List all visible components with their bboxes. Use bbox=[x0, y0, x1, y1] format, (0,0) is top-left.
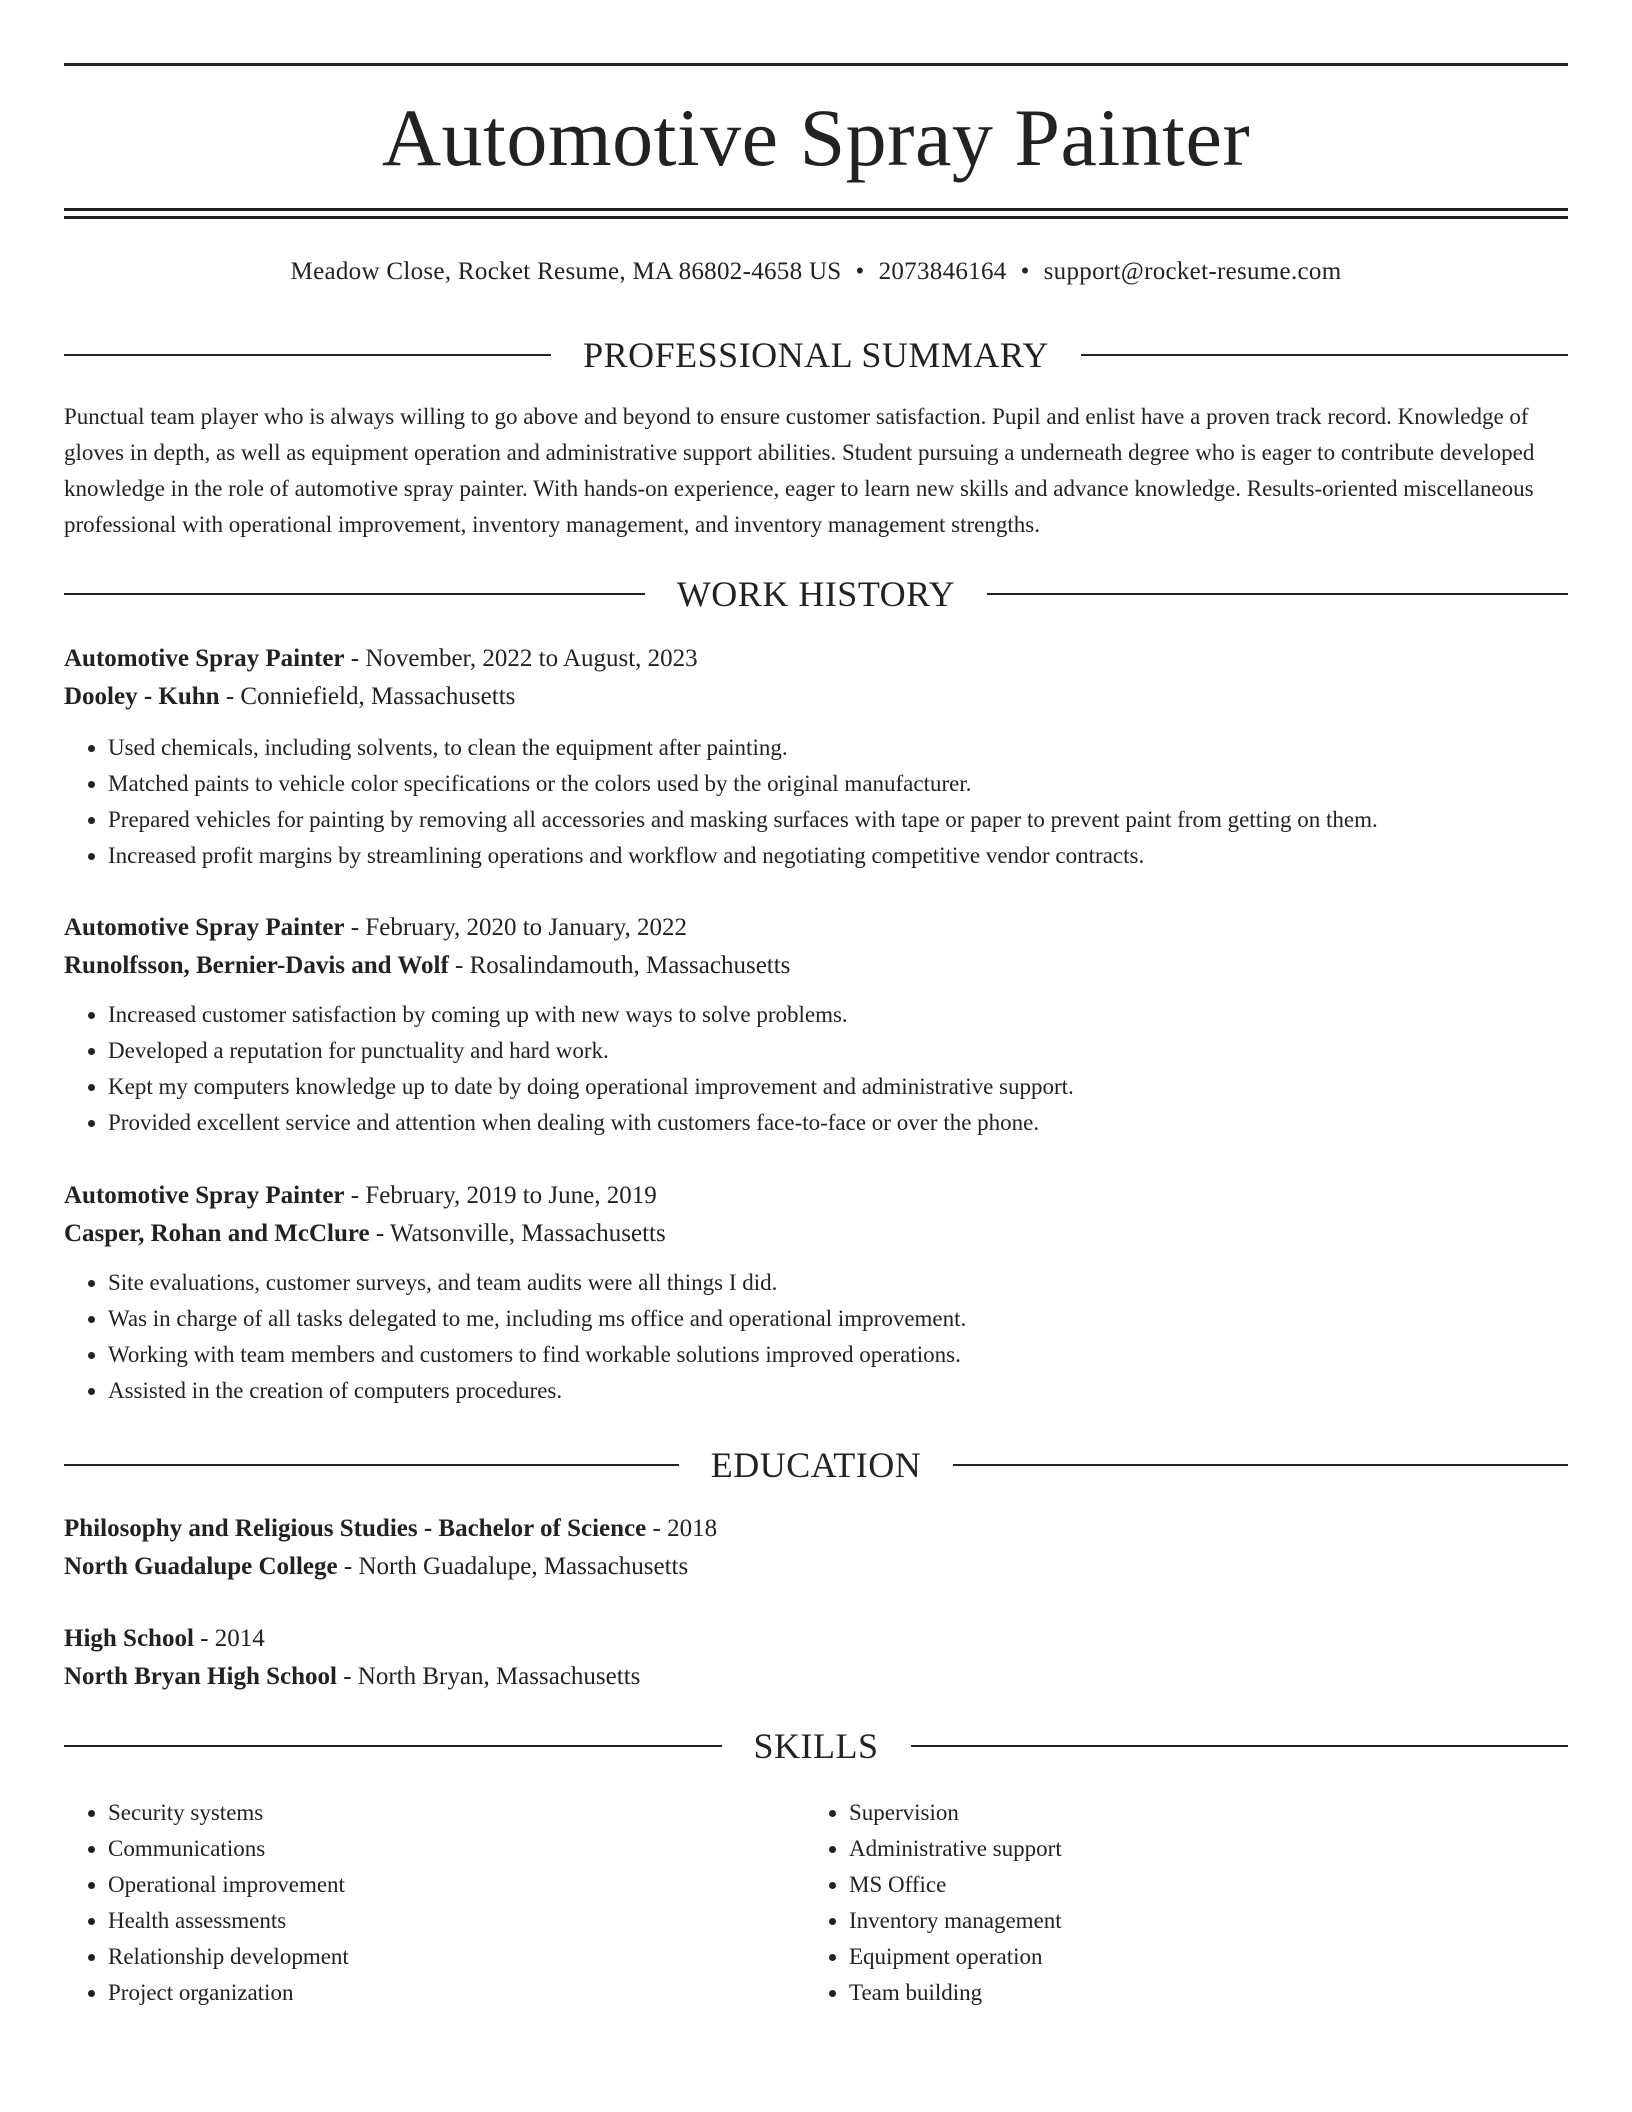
section-header-work-history bbox=[64, 572, 1568, 616]
header-double-rule-upper bbox=[64, 208, 1568, 211]
section-title: PROFESSIONAL SUMMARY bbox=[583, 335, 1049, 375]
skill-item: • Team building bbox=[849, 1975, 1365, 2011]
section-title: EDUCATION bbox=[710, 1445, 922, 1485]
job-bullets bbox=[64, 1265, 1568, 1409]
section-rule-right bbox=[953, 1464, 1568, 1466]
education-year: - 2014 bbox=[193, 1625, 265, 1652]
job-company: Dooley - Kuhn bbox=[64, 683, 220, 710]
section-rule-left bbox=[64, 354, 551, 356]
section-rule-right bbox=[911, 1745, 1569, 1747]
skill-item: • Health assessments bbox=[108, 1903, 624, 1939]
job-bullet: • Increased customer satisfaction by coming up with new ways to solve problems. bbox=[108, 997, 1568, 1033]
skill-item: • Communications bbox=[108, 1831, 624, 1867]
job-title-line bbox=[64, 1177, 1568, 1215]
contact-line bbox=[64, 255, 1568, 289]
job-bullet: • Increased profit margins by streamlining operations and workflow and negotiating competitive vendor contracts. bbox=[108, 838, 1568, 874]
job-bullet: • Prepared vehicles for painting by removing all accessories and masking surfaces with tape or paper to prevent paint from getting on them. bbox=[108, 802, 1568, 838]
job-dates: - November, 2022 to August, 2023 bbox=[344, 645, 698, 672]
skill-item: • Operational improvement bbox=[108, 1867, 624, 1903]
education-year: - 2018 bbox=[646, 1515, 718, 1542]
education-degree-line bbox=[64, 1620, 1568, 1658]
skill-item: • MS Office bbox=[849, 1867, 1365, 1903]
job-company-line bbox=[64, 947, 1568, 985]
education-school: North Guadalupe College bbox=[64, 1553, 338, 1580]
job-bullet: • Working with team members and customers to find workable solutions improved operations. bbox=[108, 1337, 1568, 1373]
job-entry bbox=[64, 909, 1568, 1141]
job-title: Automotive Spray Painter bbox=[64, 645, 345, 672]
section-header-skills bbox=[64, 1724, 1568, 1768]
summary-block bbox=[64, 399, 1568, 543]
section-header-summary bbox=[64, 333, 1568, 377]
contact-separator: • bbox=[855, 258, 865, 285]
job-bullet: • Was in charge of all tasks delegated to me, including ms office and operational improvement. bbox=[108, 1301, 1568, 1337]
contact-email: support@rocket-resume.com bbox=[1043, 258, 1342, 285]
education-school: North Bryan High School bbox=[64, 1663, 337, 1690]
skill-item: • Administrative support bbox=[849, 1831, 1365, 1867]
job-dates: - February, 2019 to June, 2019 bbox=[344, 1182, 657, 1209]
job-bullet: • Developed a reputation for punctuality and hard work. bbox=[108, 1033, 1568, 1069]
job-title: Automotive Spray Painter bbox=[64, 1182, 345, 1209]
education-school-line bbox=[64, 1548, 1568, 1586]
job-bullet: • Site evaluations, customer surveys, and team audits were all things I did. bbox=[108, 1265, 1568, 1301]
skill-item: • Inventory management bbox=[849, 1903, 1365, 1939]
section-title: SKILLS bbox=[753, 1726, 879, 1766]
job-company: Casper, Rohan and McClure bbox=[64, 1220, 370, 1247]
job-title-line bbox=[64, 909, 1568, 947]
contact-phone: 2073846164 bbox=[878, 258, 1007, 285]
job-company-line bbox=[64, 1215, 1568, 1253]
skill-item: • Relationship development bbox=[108, 1939, 624, 1975]
section-rule-left bbox=[64, 1464, 679, 1466]
job-location: - Rosalindamouth, Massachusetts bbox=[448, 952, 791, 979]
education-degree: High School bbox=[64, 1625, 194, 1652]
education-degree: Philosophy and Religious Studies - Bachelor of Science bbox=[64, 1515, 647, 1542]
header-top-rule bbox=[64, 63, 1568, 66]
education-entry bbox=[64, 1510, 1568, 1586]
skill-item: • Supervision bbox=[849, 1795, 1365, 1831]
section-title: WORK HISTORY bbox=[676, 574, 956, 614]
job-bullet: • Kept my computers knowledge up to date by doing operational improvement and administrative support. bbox=[108, 1069, 1568, 1105]
education-location: - North Guadalupe, Massachusetts bbox=[337, 1553, 689, 1580]
education-location: - North Bryan, Massachusetts bbox=[336, 1663, 641, 1690]
education-school-line bbox=[64, 1658, 1568, 1696]
job-company-line bbox=[64, 678, 1568, 716]
skill-item: • Equipment operation bbox=[849, 1939, 1365, 1975]
education-entry bbox=[64, 1620, 1568, 1696]
job-entry bbox=[64, 640, 1568, 874]
resume-name: Automotive Spray Painter bbox=[381, 92, 1251, 183]
section-rule-left bbox=[64, 593, 645, 595]
contact-separator: • bbox=[1020, 258, 1030, 285]
section-rule-right bbox=[1081, 354, 1568, 356]
job-company: Runolfsson, Bernier-Davis and Wolf bbox=[64, 952, 449, 979]
section-header-education bbox=[64, 1443, 1568, 1487]
education-degree-line bbox=[64, 1510, 1568, 1548]
job-location: - Watsonville, Massachusetts bbox=[369, 1220, 666, 1247]
job-entry bbox=[64, 1177, 1568, 1409]
job-bullets bbox=[64, 730, 1568, 874]
summary-text: Punctual team player who is always willing to go above and beyond to ensure customer satisfaction. Pupil and enlist have a proven track record. Knowledge of gloves in depth, as well as equipment operation and administrative support abilities. Student pursuing a underneath degree who is eager to contribute developed knowledge in the role of automotive spray painter. With hands-on experience, eager to learn new skills and advance knowledge. Results-oriented miscellaneous professional with operational improvement, inventory management, and inventory management strengths. bbox=[64, 404, 1535, 537]
skills-list bbox=[64, 1795, 624, 2011]
section-rule-right bbox=[987, 593, 1568, 595]
job-dates: - February, 2020 to January, 2022 bbox=[344, 914, 688, 941]
skills-list bbox=[805, 1795, 1365, 2011]
skill-item: • Security systems bbox=[108, 1795, 624, 1831]
job-bullets bbox=[64, 997, 1568, 1141]
header-double-rule-lower bbox=[64, 216, 1568, 219]
job-bullet: • Matched paints to vehicle color specifications or the colors used by the original manufacturer. bbox=[108, 766, 1568, 802]
job-title-line bbox=[64, 640, 1568, 678]
job-location: - Conniefield, Massachusetts bbox=[219, 683, 516, 710]
section-rule-left bbox=[64, 1745, 722, 1747]
skill-item: • Project organization bbox=[108, 1975, 624, 2011]
job-bullet: • Provided excellent service and attention when dealing with customers face-to-face or over the phone. bbox=[108, 1105, 1568, 1141]
skills-column-right bbox=[805, 1795, 1365, 2011]
job-bullet: • Used chemicals, including solvents, to clean the equipment after painting. bbox=[108, 730, 1568, 766]
contact-address: Meadow Close, Rocket Resume, MA 86802-4658 US bbox=[290, 258, 842, 285]
skills-column-left bbox=[64, 1795, 624, 2011]
job-bullet: • Assisted in the creation of computers procedures. bbox=[108, 1373, 1568, 1409]
job-title: Automotive Spray Painter bbox=[64, 914, 345, 941]
